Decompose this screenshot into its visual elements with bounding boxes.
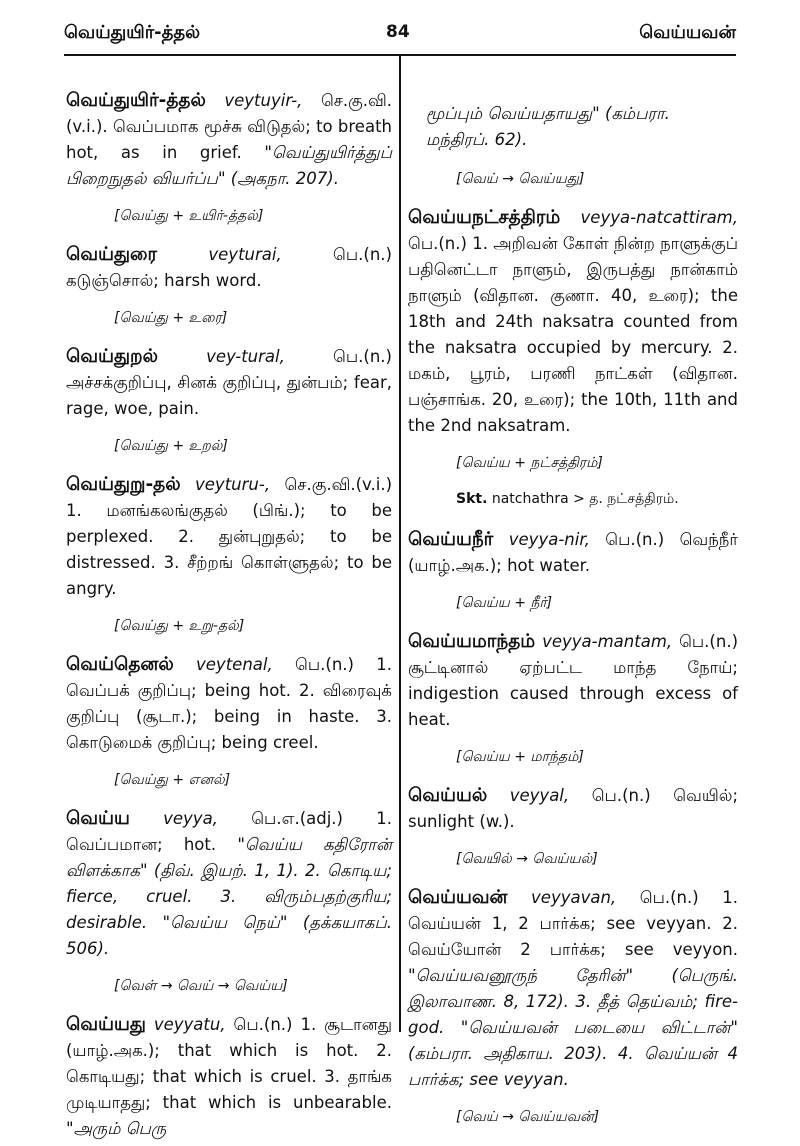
- right-column: [408, 84, 738, 1143]
- definition: பெ.(n.) 1. சூடானது (யாழ்.அக.); that which is hot. 2. கொடியது; that which is cruel. 3. தாங்க முடியாதது; that which is unbearable.: [66, 1015, 393, 1112]
- dictionary-entry: [66, 242, 392, 328]
- headword: வெய்துறு-தல்: [66, 474, 181, 495]
- definition: பெ.(n.) 1. வெப்பக் குறிப்பு; being hot. 2. விரைவுக் குறிப்பு (சூடா.); being in haste. 3. கொடுமைக் குறிப்பு; being creel.: [66, 655, 392, 752]
- transliteration: vey-tural,: [206, 347, 285, 366]
- transliteration: veyya-nir,: [508, 530, 590, 549]
- dictionary-entry: [66, 472, 392, 636]
- citation: "வெய்யவனூருந் தேரின்" (பெருங். இலாவாண. 8, 172). 3. தீத் தெய்வம்; fire-god. "வெய்யவன் படையை விட்டான்" (கம்பரா. அதிகாய. 203). 4. வெய்யன் 4 பார்க்க; see veyyan.: [408, 966, 738, 1089]
- dictionary-entry: [408, 527, 738, 613]
- transliteration: veyya-natcattiram,: [580, 208, 738, 227]
- definition: பெ.(n.) கடுஞ்சொல்; harsh word.: [66, 245, 392, 290]
- definition: பெ.(n.) வெயில்; sunlight (w.).: [408, 786, 739, 831]
- citation: "வெய்ய கதிரோன் விளக்காக" (திவ். இயற். 1, 1). 2. கொடிய; fierce, cruel. 3. விரும்பதற்குரிய; desirable. "வெய்ய நெய்" (தக்கயாகப். 506).: [66, 835, 392, 958]
- dictionary-entry: [408, 629, 738, 767]
- etymology: [வெய்து + எனல்]: [114, 772, 231, 788]
- headword: வெய்தெனல்: [66, 654, 174, 675]
- guide-word-left: வெய்துயிர்-த்தல்: [64, 22, 201, 43]
- dictionary-entry: [408, 783, 738, 869]
- dictionary-entry: [66, 88, 392, 226]
- headword: வெய்யநீர்: [408, 529, 494, 550]
- left-column: [66, 88, 392, 1146]
- column-divider: [399, 56, 401, 1032]
- dictionary-entry: [66, 344, 392, 456]
- dictionary-entry: [408, 205, 738, 509]
- headword: வெய்துரை: [66, 244, 158, 265]
- definition: செ.கு.வி.(v.i.) 1. மனங்கலங்குதல் (பிங்.); to be perplexed. 2. துன்புறுதல்; to be distressed. 3. சீற்றங் கொள்ளுதல்; to be angry.: [66, 475, 393, 598]
- sanskrit-label: Skt.: [456, 491, 488, 507]
- headword: வெய்ய: [66, 808, 130, 829]
- headword: வெய்யமாந்தம்: [408, 631, 536, 652]
- citation: "அரும் பெரு: [66, 1119, 167, 1138]
- etymology: [வெய்து + உரை]: [114, 310, 228, 326]
- page-number: 84: [386, 22, 410, 42]
- dictionary-entry: [66, 806, 392, 996]
- transliteration: veyya-mantam,: [542, 632, 673, 651]
- etymology: [வெய்ய + நீர்]: [456, 595, 553, 611]
- citation: "வெய்துயிர்த்துப் பிறைநுதல் வியர்ப்ப" (அகநா. 207).: [66, 143, 392, 188]
- headword: வெய்துயிர்-த்தல்: [66, 90, 206, 111]
- headword: வெய்துறல்: [66, 346, 158, 367]
- transliteration: veyturai,: [208, 245, 282, 264]
- transliteration: veyyavan,: [531, 888, 617, 907]
- dictionary-entry: [408, 885, 738, 1127]
- definition: செ.கு.வி.(v.i.). வெப்பமாக மூச்சு விடுதல்; to breath hot, as in grief.: [66, 91, 393, 162]
- transliteration: veyyal,: [509, 786, 570, 805]
- headword: வெய்யநட்சத்திரம்: [408, 207, 561, 228]
- sanskrit-text: natchathra > த. நட்சத்திரம்.: [491, 491, 679, 507]
- transliteration: veyturu-,: [195, 475, 271, 494]
- transliteration: veyyatu,: [153, 1015, 226, 1034]
- headword: வெய்யல்: [408, 785, 488, 806]
- etymology: [வெய்ய + மாந்தம்]: [456, 749, 584, 765]
- transliteration: veytenal,: [196, 655, 273, 674]
- headword: வெய்யது: [66, 1014, 146, 1035]
- sanskrit-note: [456, 489, 738, 509]
- etymology: [வெய்ய + நட்சத்திரம்]: [456, 455, 603, 471]
- dictionary-entry: [66, 652, 392, 790]
- guide-word-right: வெய்யவன்: [639, 22, 736, 43]
- etymology: [வெய் → வெய்யவன்]: [456, 1109, 600, 1125]
- definition: பெ.எ.(adj.) 1. வெப்பமான; hot.: [66, 809, 393, 854]
- definition: பெ.(n.) அச்சக்குறிப்பு, சினக் குறிப்பு, துன்பம்; fear, rage, woe, pain.: [66, 347, 392, 418]
- etymology: [வெய்து + உறு-தல்]: [114, 618, 245, 634]
- etymology: [வெய்து + உறல்]: [114, 438, 228, 454]
- definition: பெ.(n.) சூட்டினால் ஏற்பட்ட மாந்த நோய்; indigestion caused through excess of heat.: [408, 632, 739, 729]
- definition: பெ.(n.) 1. வெய்யன் 1, 2 பார்க்க; see veyyan. 2. வெய்யோன் 2 பார்க்க; see veyyon.: [408, 888, 738, 959]
- running-header: [64, 14, 736, 50]
- etymology: [வெய் → வெய்யது]: [456, 171, 585, 187]
- etymology: [வெய்து + உயிர்-த்தல்]: [114, 208, 264, 224]
- dictionary-entry: [66, 1012, 392, 1142]
- transliteration: veyya,: [163, 809, 218, 828]
- definition: பெ.(n.) வெந்நீர் (யாழ்.அக.); hot water.: [408, 530, 738, 575]
- etymology: [வெயில் → வெய்யல்]: [456, 851, 598, 867]
- headword: வெய்யவன்: [408, 887, 508, 908]
- continued-citation: மூப்பும் வெய்யதாயது" (கம்பரா. மந்திரப். 62).: [426, 103, 670, 149]
- definition: பெ.(n.) 1. அறிவன் கோள் நின்ற நாளுக்குப் பதினெட்டா நாளும், இருபத்து நான்காம் நாளும் (விதான. குணா. 40, உரை); the 18th and 24th naksatra counted from the naksatra occupied by mercury. 2. மகம், பூரம், பரணி நாட்கள் (விதான. பஞ்சாங்க. 20, உரை); the 10th, 11th and the 2nd naksatram.: [408, 234, 738, 435]
- transliteration: veytuyir-,: [224, 91, 303, 110]
- etymology: [வெள் → வெய் → வெய்ய]: [114, 978, 288, 994]
